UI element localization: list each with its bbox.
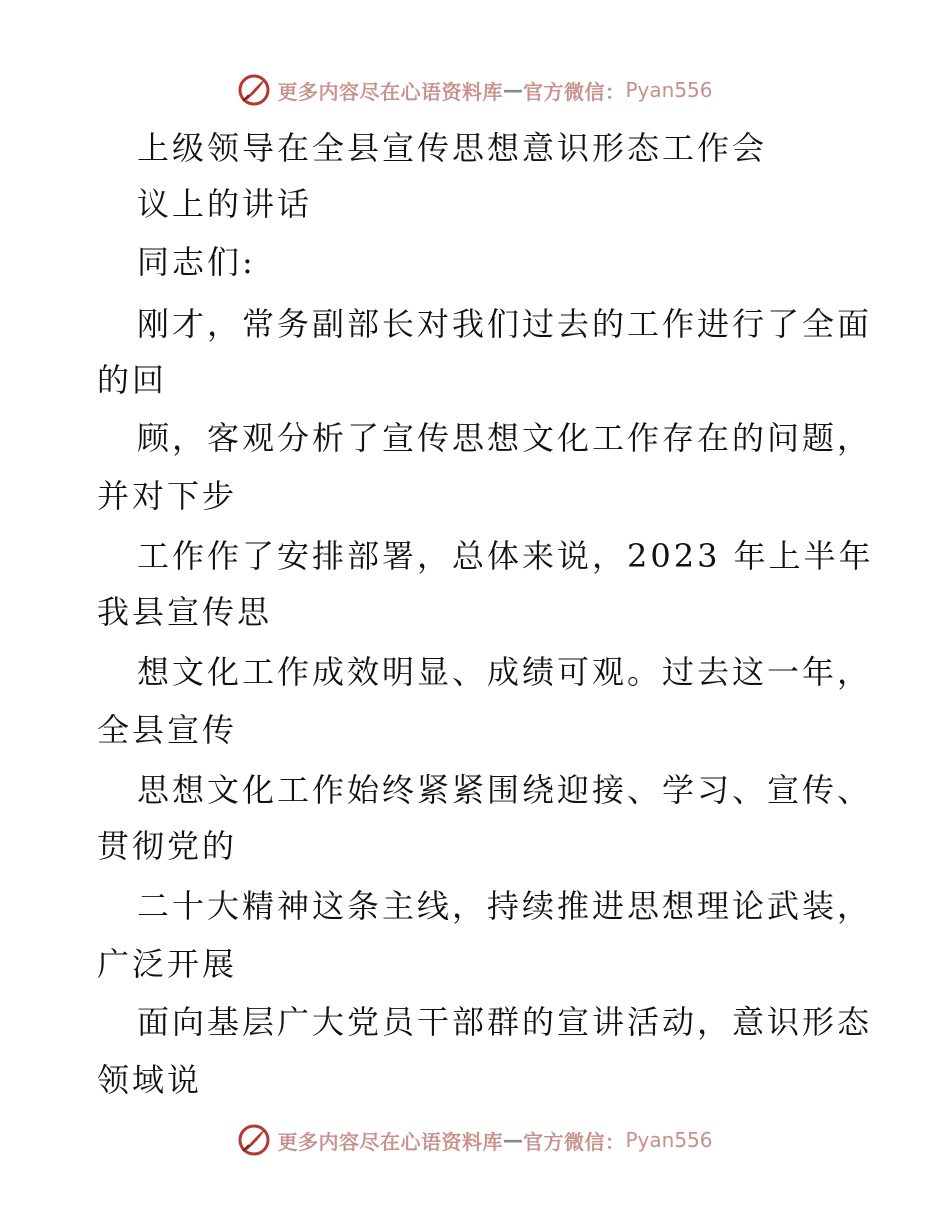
header-watermark (0, 70, 950, 110)
paragraph-line: 刚才，常务副部长对我们过去的工作进行了全面 (137, 305, 873, 343)
watermark-suffix-text: 官方微信： (522, 1129, 626, 1154)
paragraph-line: 领域说 (97, 1061, 203, 1099)
paragraph-line: 工作作了安排部署，总体来说，2023 年上半年 (137, 537, 874, 575)
paragraph-line: 面向基层广大党员干部群的宣讲活动，意识形态 (137, 1003, 873, 1041)
feather-pen-logo-icon (237, 1123, 271, 1157)
watermark-main-text: 更多内容尽在心语资料库 (277, 79, 503, 104)
watermark-main-text: 更多内容尽在心语资料库 (277, 1129, 503, 1154)
watermark-separator: — (502, 1128, 523, 1152)
watermark-suffix-text: 官方微信： (522, 79, 626, 104)
watermark-code: Pyan556 (625, 1128, 713, 1152)
feather-pen-logo-icon (237, 73, 271, 107)
footer-watermark (0, 1120, 950, 1160)
paragraph-line: 贯彻党的 (97, 827, 238, 865)
paragraph-line: 广泛开展 (97, 945, 238, 983)
paragraph-line: 全县宣传 (97, 711, 238, 749)
watermark-separator: — (502, 78, 523, 102)
paragraph-line: 并对下步 (97, 477, 238, 515)
document-salutation: 同志们: (137, 243, 256, 281)
paragraph-line: 顾，客观分析了宣传思想文化工作存在的问题， (137, 419, 873, 457)
paragraph-line: 思想文化工作始终紧紧围绕迎接、学习、宣传、 (137, 771, 873, 809)
paragraph-line: 二十大精神这条主线，持续推进思想理论武装， (137, 887, 873, 925)
paragraph-line: 的回 (97, 361, 168, 399)
paragraph-line: 想文化工作成效明显、成绩可观。过去这一年， (137, 653, 873, 691)
document-title-line-1: 上级领导在全县宣传思想意识形态工作会 (137, 129, 768, 167)
document-title-line-2: 议上的讲话 (137, 185, 313, 223)
watermark-code: Pyan556 (625, 78, 713, 102)
paragraph-line: 我县宣传思 (97, 593, 273, 631)
